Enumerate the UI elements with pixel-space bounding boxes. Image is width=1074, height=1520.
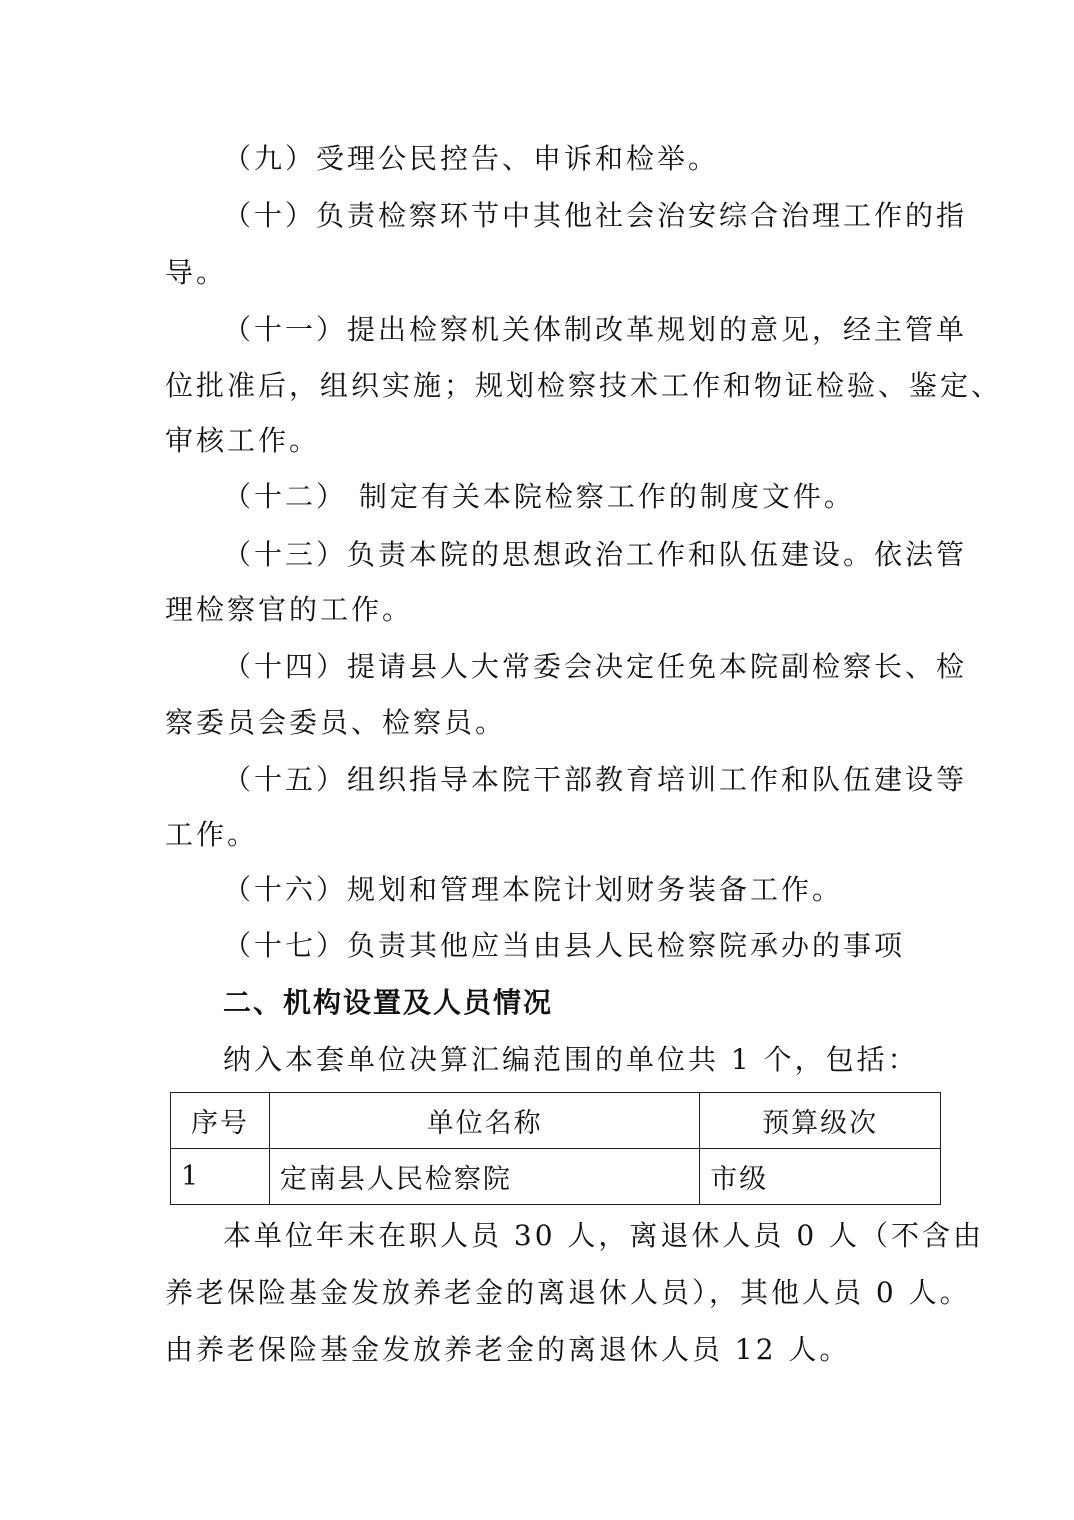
- duty-item-17: （十七）负责其他应当由县人民检察院承办的事项: [223, 929, 906, 962]
- duty-item-11-cont: 位批准后，组织实施；规划检察技术工作和物证检验、鉴定、: [165, 369, 1003, 402]
- duty-item-13: （十三）负责本院的思想政治工作和队伍建设。依法管: [223, 538, 968, 571]
- staff-paragraph-cont: 养老保险基金发放养老金的离退休人员），其他人员 0 人。: [165, 1276, 971, 1309]
- section-heading: 二、机构设置及人员情况: [223, 986, 554, 1019]
- table-header-cell: 序号: [171, 1093, 270, 1149]
- table-header-cell: 预算级次: [700, 1093, 941, 1149]
- duty-item-15: （十五）组织指导本院干部教育培训工作和队伍建设等: [223, 763, 968, 796]
- duty-item-13-cont: 理检察官的工作。: [165, 593, 414, 626]
- duty-item-14: （十四）提请县人大常委会决定任免本院副检察长、检: [223, 650, 968, 683]
- table-cell: 1: [171, 1149, 270, 1205]
- duty-item-14-cont: 察委员会委员、检察员。: [165, 706, 507, 739]
- table-header-cell: 单位名称: [269, 1093, 699, 1149]
- duty-item-16: （十六）规划和管理本院计划财务装备工作。: [223, 873, 844, 906]
- staff-paragraph: 本单位年末在职人员 30 人，离退休人员 0 人（不含由: [223, 1219, 985, 1252]
- unit-table: [170, 1092, 941, 1205]
- duty-item-12: （十二） 制定有关本院检察工作的制度文件。: [223, 480, 855, 513]
- duty-item-9: （九）受理公民控告、申诉和检举。: [223, 142, 720, 175]
- table-cell: 定南县人民检察院: [269, 1149, 699, 1205]
- table-header-row: [171, 1093, 941, 1149]
- table-row: [171, 1149, 941, 1205]
- duty-item-11: （十一）提出检察机关体制改革规划的意见，经主管单: [223, 313, 968, 346]
- table-cell: 市级: [700, 1149, 941, 1205]
- duty-item-15-cont: 工作。: [165, 818, 259, 851]
- section-intro: 纳入本套单位决算汇编范围的单位共 1 个，包括：: [223, 1043, 919, 1076]
- duty-item-11-cont: 审核工作。: [165, 424, 321, 457]
- duty-item-10: （十）负责检察环节中其他社会治安综合治理工作的指: [223, 199, 968, 232]
- staff-paragraph-cont: 由养老保险基金发放养老金的离退休人员 12 人。: [165, 1333, 851, 1366]
- duty-item-10-cont: 导。: [165, 256, 228, 289]
